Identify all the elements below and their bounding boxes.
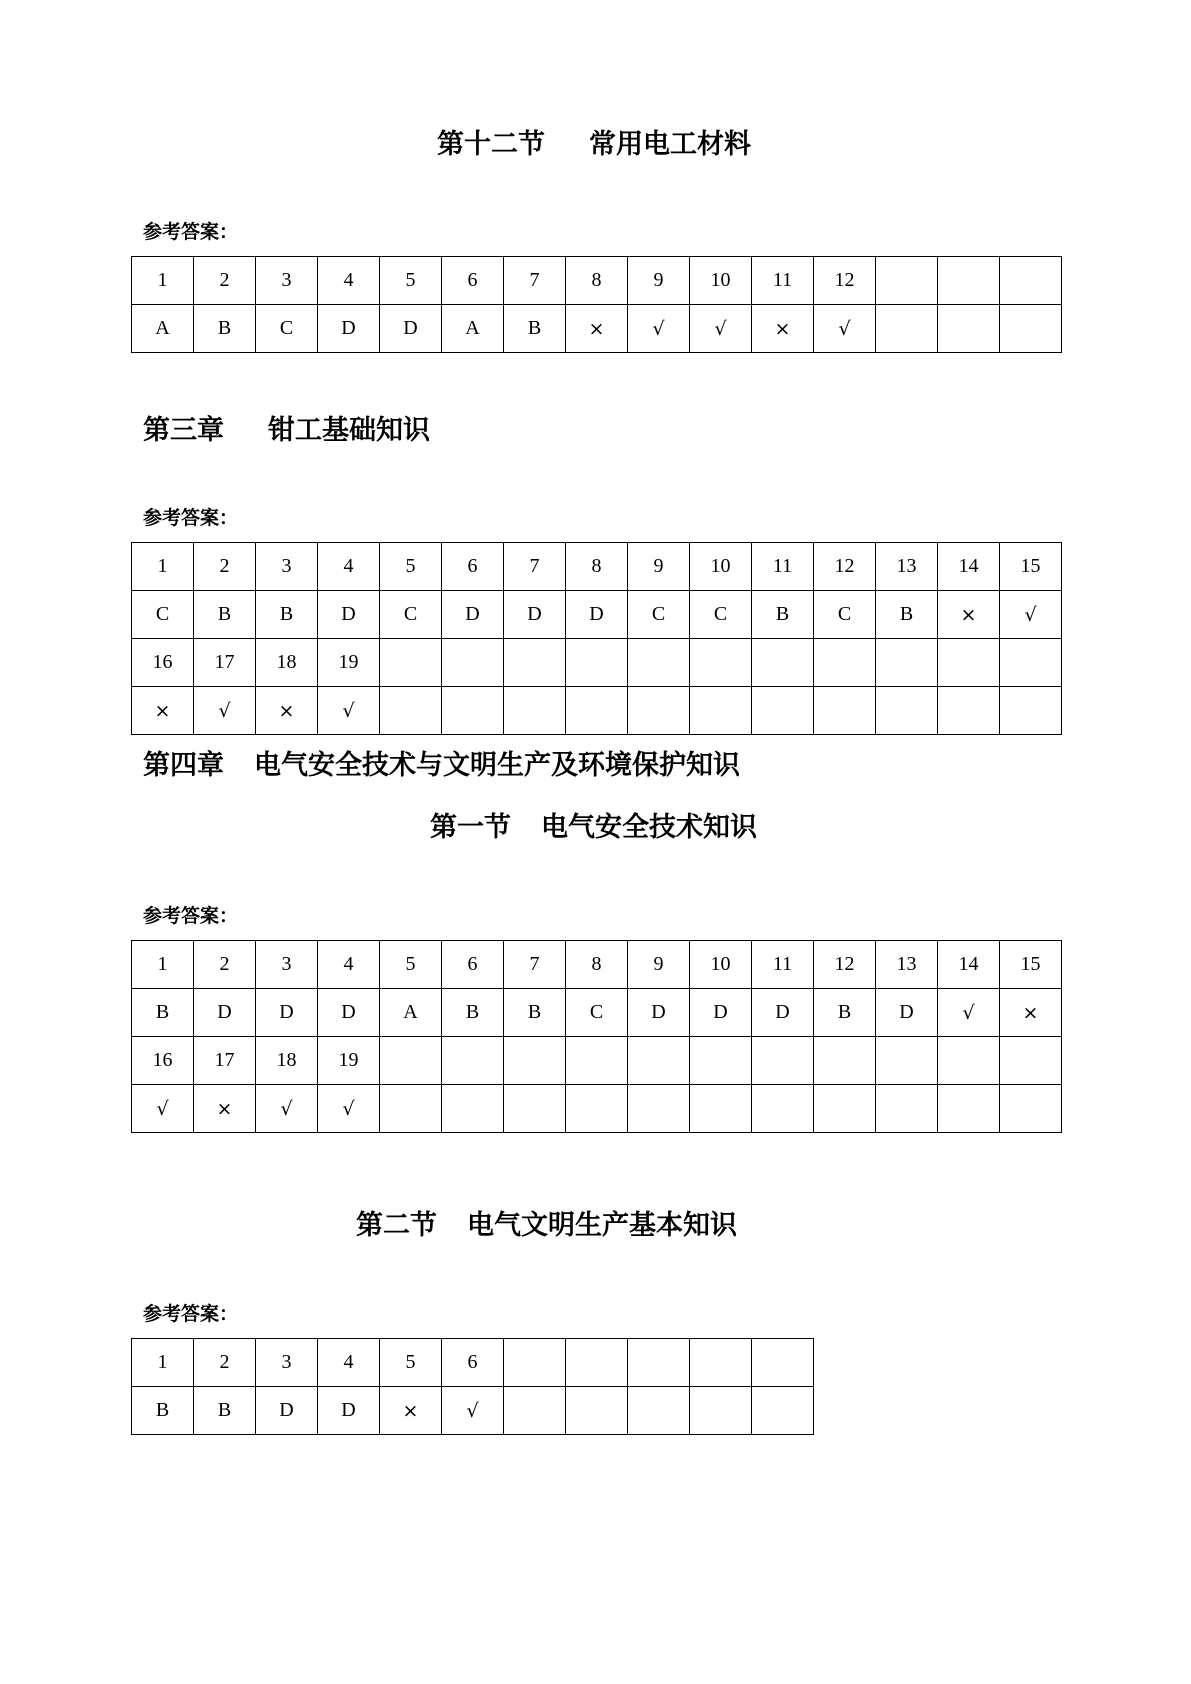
question-number-cell: 6: [442, 257, 504, 305]
question-number-cell: 9: [628, 257, 690, 305]
answer-cell: B: [442, 989, 504, 1037]
question-number-cell: 6: [442, 941, 504, 989]
question-number-cell: 1: [132, 257, 194, 305]
question-number-cell: [566, 1037, 628, 1085]
answer-label: 参考答案：: [143, 507, 239, 529]
answer-cell: [628, 1387, 690, 1435]
question-number-cell: 8: [566, 257, 628, 305]
answer-cell: [814, 1085, 876, 1133]
question-number-cell: 9: [628, 543, 690, 591]
answer-cell: D: [876, 989, 938, 1037]
answer-cell: C: [690, 591, 752, 639]
answer-label: 参考答案：: [143, 1303, 239, 1325]
answer-row: [132, 989, 1062, 1037]
answer-cell: D: [318, 305, 380, 353]
answer-cell: B: [256, 591, 318, 639]
question-number-cell: 12: [814, 941, 876, 989]
question-number-cell: 6: [442, 1339, 504, 1387]
question-number-cell: [938, 1037, 1000, 1085]
answer-cell: [380, 687, 442, 735]
answer-cell: B: [752, 591, 814, 639]
question-number-cell: 17: [194, 639, 256, 687]
answer-table: [131, 1338, 814, 1435]
answer-label: 参考答案：: [143, 905, 239, 927]
answer-cell: B: [504, 305, 566, 353]
question-number-cell: [690, 1339, 752, 1387]
answer-cell: [876, 305, 938, 353]
answer-cell: [752, 1387, 814, 1435]
question-number-cell: 1: [132, 941, 194, 989]
answer-row: [132, 305, 1062, 353]
answer-cell: [1000, 687, 1062, 735]
answer-cell: [814, 687, 876, 735]
answer-cell: [566, 1387, 628, 1435]
question-number-cell: 1: [132, 543, 194, 591]
answer-cell: [504, 1387, 566, 1435]
question-number-cell: [752, 1339, 814, 1387]
section-number: 第二节: [356, 1210, 437, 1241]
answer-cell: D: [318, 591, 380, 639]
chapter-heading-fitter: [143, 411, 430, 451]
question-number-cell: 2: [194, 1339, 256, 1387]
question-number-cell: 13: [876, 941, 938, 989]
question-number-cell: 8: [566, 543, 628, 591]
chapter-title: 电气安全技术与文明生产及环境保护知识: [254, 750, 740, 781]
question-number-cell: [938, 639, 1000, 687]
answer-cell: [752, 687, 814, 735]
answer-cell: C: [814, 591, 876, 639]
question-number-cell: [690, 639, 752, 687]
question-number-row: [132, 941, 1062, 989]
answer-cell: B: [194, 1387, 256, 1435]
question-number-cell: [814, 1037, 876, 1085]
question-number-cell: [504, 639, 566, 687]
question-number-cell: 3: [256, 257, 318, 305]
answer-cell: D: [256, 989, 318, 1037]
answer-cell: √: [318, 1085, 380, 1133]
question-number-cell: [442, 639, 504, 687]
question-number-cell: [876, 1037, 938, 1085]
answer-cell: √: [690, 305, 752, 353]
answer-cell: [628, 1085, 690, 1133]
question-number-cell: 1: [132, 1339, 194, 1387]
answer-cell: √: [442, 1387, 504, 1435]
question-number-cell: 19: [318, 639, 380, 687]
question-number-cell: 11: [752, 941, 814, 989]
answer-table: [131, 256, 1062, 353]
answer-cell: √: [1000, 591, 1062, 639]
question-number-cell: 4: [318, 1339, 380, 1387]
question-number-cell: 2: [194, 941, 256, 989]
question-number-cell: 3: [256, 1339, 318, 1387]
answer-cell: ×: [380, 1387, 442, 1435]
question-number-cell: [566, 1339, 628, 1387]
question-number-cell: 5: [380, 257, 442, 305]
answer-cell: D: [380, 305, 442, 353]
question-number-cell: 3: [256, 543, 318, 591]
section-number: 第十二节: [437, 129, 545, 160]
question-number-cell: 19: [318, 1037, 380, 1085]
question-number-row: [132, 257, 1062, 305]
answer-cell: D: [318, 1387, 380, 1435]
question-number-cell: [876, 639, 938, 687]
question-number-cell: 13: [876, 543, 938, 591]
question-number-cell: 15: [1000, 543, 1062, 591]
question-number-cell: 16: [132, 639, 194, 687]
answer-cell: [876, 687, 938, 735]
answer-cell: [876, 1085, 938, 1133]
question-number-cell: 10: [690, 941, 752, 989]
answer-cell: [442, 687, 504, 735]
question-number-cell: [752, 1037, 814, 1085]
question-number-cell: 4: [318, 257, 380, 305]
chapter-number: 第四章: [143, 750, 224, 781]
question-number-cell: 12: [814, 257, 876, 305]
answer-cell: D: [504, 591, 566, 639]
section-number: 第一节: [430, 812, 511, 843]
answer-cell: ×: [566, 305, 628, 353]
chapter-heading-safety: [143, 746, 740, 786]
answer-cell: B: [876, 591, 938, 639]
answer-cell: √: [256, 1085, 318, 1133]
question-number-cell: 2: [194, 257, 256, 305]
answer-cell: B: [194, 305, 256, 353]
section-heading-civilized-production: [356, 1206, 737, 1246]
answer-cell: B: [814, 989, 876, 1037]
question-number-row: [132, 543, 1062, 591]
answer-cell: [690, 687, 752, 735]
answer-label: 参考答案：: [143, 221, 239, 243]
answer-cell: [938, 1085, 1000, 1133]
question-number-cell: 8: [566, 941, 628, 989]
answer-cell: B: [504, 989, 566, 1037]
answer-cell: √: [814, 305, 876, 353]
answer-cell: B: [132, 1387, 194, 1435]
question-number-cell: 5: [380, 543, 442, 591]
question-number-cell: 7: [504, 543, 566, 591]
question-number-cell: [442, 1037, 504, 1085]
question-number-cell: 2: [194, 543, 256, 591]
answer-cell: A: [380, 989, 442, 1037]
answer-row: [132, 1387, 814, 1435]
answer-row: [132, 1085, 1062, 1133]
question-number-row: [132, 639, 1062, 687]
answer-row: [132, 591, 1062, 639]
answer-cell: [1000, 1085, 1062, 1133]
section-title: 电气安全技术知识: [541, 812, 757, 843]
answer-cell: C: [566, 989, 628, 1037]
answer-cell: D: [628, 989, 690, 1037]
question-number-cell: 7: [504, 257, 566, 305]
answer-cell: D: [752, 989, 814, 1037]
answer-cell: A: [442, 305, 504, 353]
question-number-cell: 7: [504, 941, 566, 989]
question-number-cell: 3: [256, 941, 318, 989]
question-number-cell: 11: [752, 257, 814, 305]
question-number-cell: 15: [1000, 941, 1062, 989]
question-number-row: [132, 1037, 1062, 1085]
question-number-cell: [814, 639, 876, 687]
answer-cell: [690, 1085, 752, 1133]
question-number-cell: [628, 1037, 690, 1085]
answer-cell: [628, 687, 690, 735]
answer-cell: [1000, 305, 1062, 353]
question-number-cell: [380, 1037, 442, 1085]
question-number-cell: 14: [938, 543, 1000, 591]
answer-cell: A: [132, 305, 194, 353]
answer-cell: ×: [1000, 989, 1062, 1037]
question-number-cell: [628, 639, 690, 687]
answer-cell: √: [628, 305, 690, 353]
answer-cell: D: [194, 989, 256, 1037]
question-number-cell: 18: [256, 639, 318, 687]
answer-cell: B: [132, 989, 194, 1037]
question-number-cell: 14: [938, 941, 1000, 989]
answer-cell: [752, 1085, 814, 1133]
answer-cell: [566, 1085, 628, 1133]
question-number-cell: [938, 257, 1000, 305]
answer-cell: ×: [194, 1085, 256, 1133]
answer-cell: C: [628, 591, 690, 639]
answer-cell: √: [938, 989, 1000, 1037]
answer-row: [132, 687, 1062, 735]
answer-cell: D: [690, 989, 752, 1037]
question-number-cell: [566, 639, 628, 687]
question-number-cell: 11: [752, 543, 814, 591]
question-number-cell: 5: [380, 1339, 442, 1387]
answer-cell: [690, 1387, 752, 1435]
question-number-cell: [690, 1037, 752, 1085]
answer-cell: ×: [938, 591, 1000, 639]
section-title: 电气文明生产基本知识: [467, 1210, 737, 1241]
question-number-cell: [752, 639, 814, 687]
question-number-cell: 9: [628, 941, 690, 989]
question-number-cell: 12: [814, 543, 876, 591]
answer-cell: √: [194, 687, 256, 735]
answer-cell: B: [194, 591, 256, 639]
question-number-cell: [628, 1339, 690, 1387]
answer-cell: C: [132, 591, 194, 639]
question-number-cell: 4: [318, 941, 380, 989]
question-number-cell: [504, 1037, 566, 1085]
question-number-cell: 16: [132, 1037, 194, 1085]
question-number-cell: 10: [690, 257, 752, 305]
answer-cell: √: [318, 687, 380, 735]
section-heading-safety-tech: [430, 808, 757, 848]
answer-cell: [938, 687, 1000, 735]
section-title: 常用电工材料: [589, 129, 751, 160]
question-number-cell: [1000, 257, 1062, 305]
chapter-title: 钳工基础知识: [268, 415, 430, 446]
question-number-cell: 6: [442, 543, 504, 591]
question-number-cell: 18: [256, 1037, 318, 1085]
answer-cell: ×: [752, 305, 814, 353]
answer-cell: [504, 687, 566, 735]
answer-cell: √: [132, 1085, 194, 1133]
answer-table: [131, 940, 1062, 1133]
question-number-cell: [1000, 639, 1062, 687]
answer-cell: D: [442, 591, 504, 639]
answer-cell: [380, 1085, 442, 1133]
answer-cell: D: [318, 989, 380, 1037]
answer-cell: [938, 305, 1000, 353]
question-number-cell: [380, 639, 442, 687]
question-number-cell: [504, 1339, 566, 1387]
answer-cell: ×: [256, 687, 318, 735]
section-heading-materials: [437, 125, 751, 165]
question-number-cell: [876, 257, 938, 305]
answer-table: [131, 542, 1062, 735]
answer-cell: C: [380, 591, 442, 639]
answer-cell: D: [566, 591, 628, 639]
answer-cell: [442, 1085, 504, 1133]
question-number-cell: 4: [318, 543, 380, 591]
answer-cell: D: [256, 1387, 318, 1435]
question-number-cell: 10: [690, 543, 752, 591]
answer-cell: ×: [132, 687, 194, 735]
question-number-cell: 5: [380, 941, 442, 989]
answer-cell: C: [256, 305, 318, 353]
question-number-cell: [1000, 1037, 1062, 1085]
answer-cell: [566, 687, 628, 735]
chapter-number: 第三章: [143, 415, 224, 446]
question-number-row: [132, 1339, 814, 1387]
question-number-cell: 17: [194, 1037, 256, 1085]
answer-cell: [504, 1085, 566, 1133]
